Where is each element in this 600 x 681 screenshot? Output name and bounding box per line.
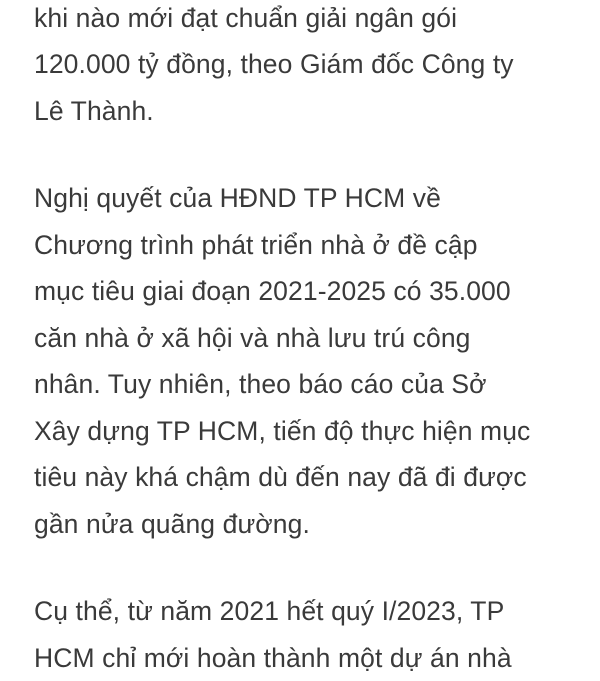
paragraph-line: gần nửa quãng đường. [34, 501, 594, 548]
paragraph-line: tiêu này khá chậm dù đến nay đã đi được [34, 454, 594, 501]
paragraph-line: căn nhà ở xã hội và nhà lưu trú công [34, 315, 594, 362]
paragraph-line: Xây dựng TP HCM, tiến độ thực hiện mục [34, 408, 594, 455]
paragraph-line: Cụ thể, từ năm 2021 hết quý I/2023, TP [34, 588, 594, 635]
paragraph-line: nhân. Tuy nhiên, theo báo cáo của Sở [34, 361, 594, 408]
article-body [34, 0, 594, 681]
paragraph-line: khi nào mới đạt chuẩn giải ngân gói [34, 0, 594, 41]
paragraph-line: HCM chỉ mới hoàn thành một dự án nhà [34, 635, 594, 681]
paragraph-1 [34, 0, 594, 134]
paragraph-line: Lê Thành. [34, 88, 594, 135]
paragraph-line: mục tiêu giai đoạn 2021-2025 có 35.000 [34, 268, 594, 315]
paragraph-line: Nghị quyết của HĐND TP HCM về [34, 175, 594, 222]
paragraph-line: Chương trình phát triển nhà ở đề cập [34, 222, 594, 269]
paragraph-3 [34, 588, 594, 681]
paragraph-line: 120.000 tỷ đồng, theo Giám đốc Công ty [34, 41, 594, 88]
paragraph-2 [34, 175, 594, 547]
